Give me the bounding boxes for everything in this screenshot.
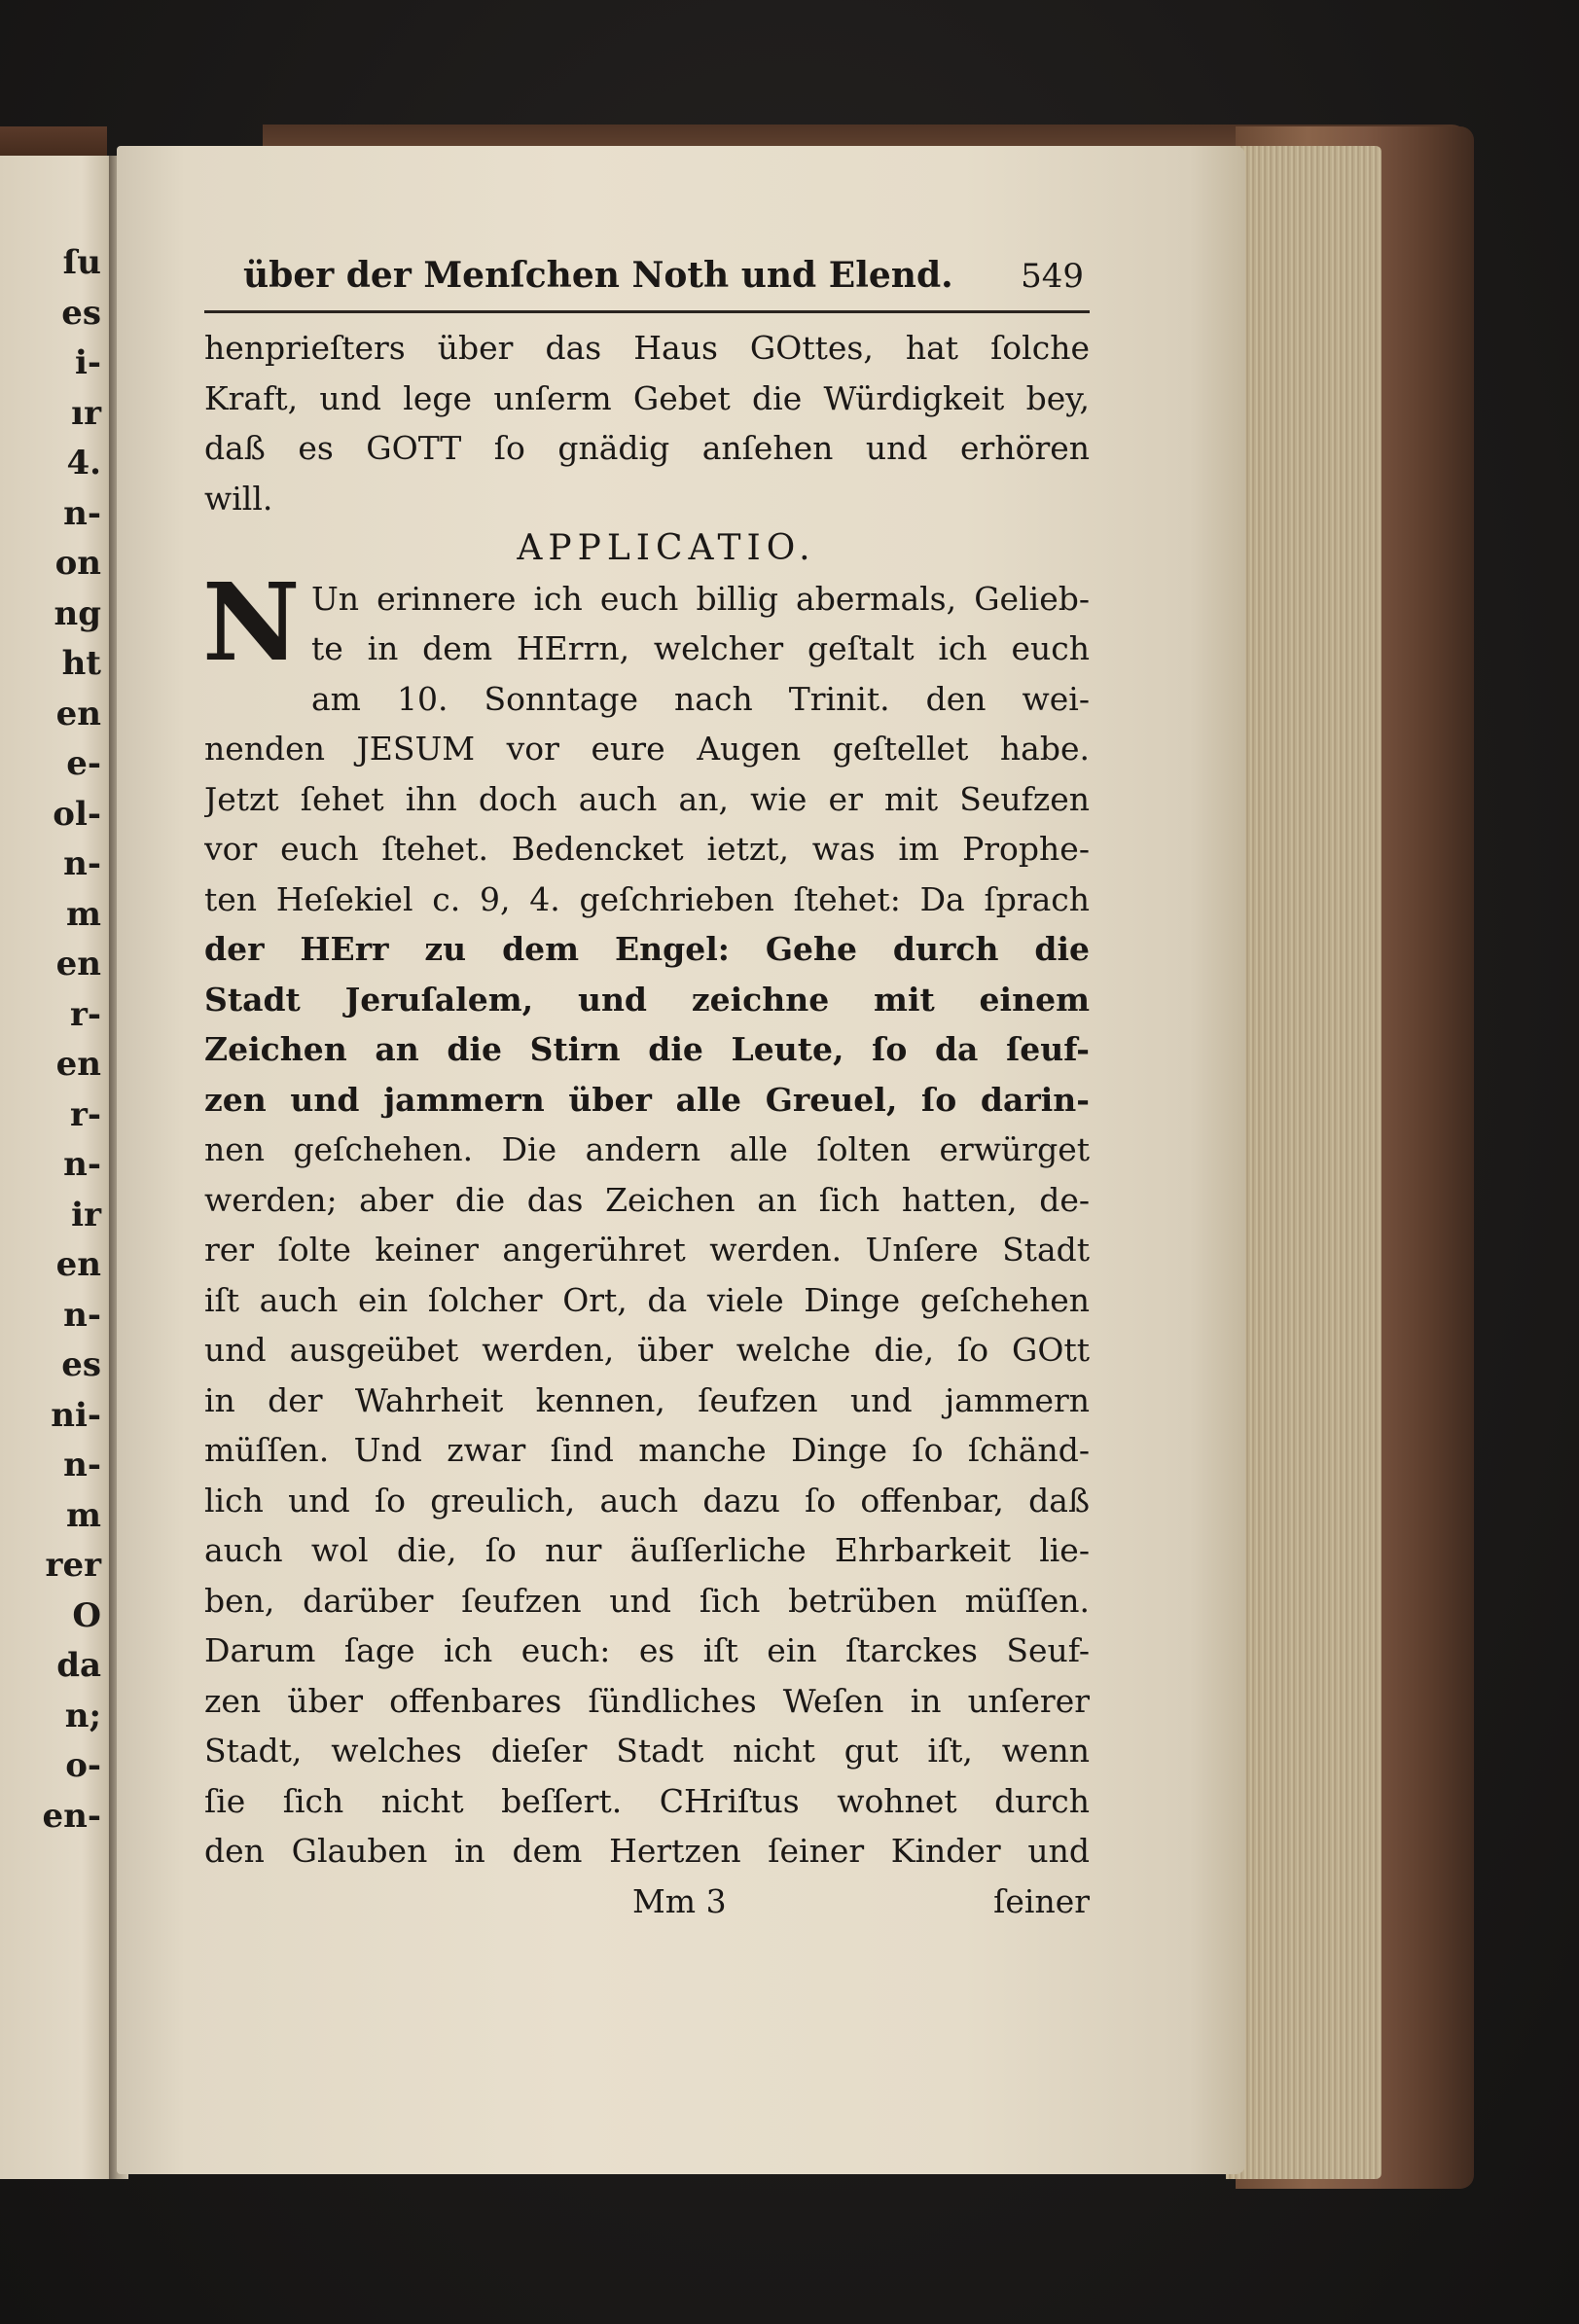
text-line: Un erinnere ich euch billig abermals, Gelieb-	[311, 579, 1090, 618]
text-line: am 10. Sonntage nach Trinit. den wei-	[311, 679, 1090, 718]
text-line: den Glauben in dem Hertzen ſeiner Kinder und	[204, 1832, 1090, 1870]
left-page-text-fragments	[0, 238, 107, 1841]
left-page-fragment: es	[61, 1345, 101, 1384]
text-line: Kraft, und lege unſerm Gebet die Würdigkeit bey,	[204, 378, 1090, 417]
left-page-fragment: en	[55, 1245, 101, 1284]
left-page-fragment: en	[55, 694, 101, 733]
left-page-fragment: es	[61, 293, 101, 333]
text-line: rer ſolte keiner angerühret werden. Unſere Stadt	[204, 1231, 1090, 1269]
text-line: henprieſters über das Haus GOttes, hat ſolche	[204, 329, 1090, 367]
text-line: lich und ſo greulich, auch dazu ſo offenbar, daß	[204, 1481, 1090, 1520]
left-page-fragment: rer	[45, 1546, 101, 1585]
text-line: der HErr zu dem Engel: Gehe durch die	[204, 930, 1090, 968]
body-text	[204, 323, 1090, 1926]
catchword: ſeiner	[993, 1881, 1090, 1920]
left-page-fragment: i-	[74, 343, 101, 382]
text-line: und ausgeübet werden, über welche die, ſo GOtt	[204, 1331, 1090, 1369]
page-footer	[204, 1877, 1090, 1927]
text-line: auch wol die, ſo nur äuſſerliche Ehrbarkeit lie-	[204, 1531, 1090, 1569]
running-head-title: über der Menſchen Noth und Elend.	[243, 255, 953, 296]
text-line: ſie ſich nicht beſſert. CHriſtus wohnet durch	[204, 1781, 1090, 1820]
left-page-fragment: o-	[65, 1746, 101, 1785]
left-page-fragment: ol-	[53, 794, 101, 834]
left-page-fragment: n-	[63, 1446, 101, 1484]
left-page-fragment: n;	[64, 1696, 101, 1735]
left-page-fragment: m	[66, 894, 101, 934]
left-page-fragment: ht	[61, 644, 101, 683]
left-page-fragment: ni-	[51, 1395, 101, 1435]
left-page-fragment: ng	[54, 593, 101, 633]
running-head	[204, 255, 1090, 313]
text-line: ben, darüber ſeufzen und ſich betrüben müſſen.	[204, 1581, 1090, 1620]
left-page-fragment: en-	[42, 1796, 101, 1836]
left-page-fragment: ir	[71, 1195, 101, 1234]
text-line: vor euch ſtehet. Bedencket ietzt, was im Prophe-	[204, 830, 1090, 868]
text-line: in der Wahrheit kennen, ſeufzen und jammern	[204, 1380, 1090, 1419]
drop-cap: N	[202, 558, 301, 685]
left-page-fragment: n-	[63, 493, 101, 533]
text-line: daß es GOTT ſo gnädig anſehen und erhören	[204, 429, 1090, 467]
text-line: Jetzt ſehet ihn doch auch an, wie er mit Seufzen	[204, 779, 1090, 818]
text-line: iſt auch ein ſolcher Ort, da viele Dinge geſchehen	[204, 1280, 1090, 1319]
left-page-fragment: en	[55, 945, 101, 983]
page-edges	[1226, 146, 1382, 2179]
left-page-fragment: r-	[69, 1094, 101, 1134]
signature-mark: Mm 3	[632, 1881, 727, 1920]
left-page-fragment: ır	[71, 393, 101, 433]
left-page-fragment: on	[54, 544, 101, 583]
text-line: werden; aber die das Zeichen an ſich hatten, de-	[204, 1180, 1090, 1219]
left-page-fragment: da	[56, 1646, 101, 1685]
left-page-fragment: m	[66, 1495, 101, 1535]
text-line: will.	[204, 479, 273, 518]
text-line: zen und jammern über alle Greuel, ſo darin-	[204, 1080, 1090, 1119]
left-page-fragment: n-	[63, 1295, 101, 1335]
text-line: müſſen. Und zwar ſind manche Dinge ſo ſchänd-	[204, 1431, 1090, 1469]
text-line: nenden JESUM vor eure Augen geſtellet habe.	[204, 730, 1090, 768]
text-line: ten Heſekiel c. 9, 4. geſchrieben ſtehet: Da ſprach	[204, 879, 1090, 918]
left-page-fragment: n-	[63, 1145, 101, 1184]
text-line: te in dem HErrn, welcher geſtalt ich euch	[311, 629, 1090, 667]
page-number: 549	[1021, 257, 1084, 296]
left-page-fragment: r-	[69, 994, 101, 1034]
drop-cap-paragraph-start	[202, 558, 1090, 725]
text-line: Darum ſage ich euch: es iſt ein ſtarckes Seuf-	[204, 1631, 1090, 1669]
left-page-fragment: O	[72, 1595, 101, 1635]
left-page-fragment: e-	[66, 744, 101, 783]
section-heading: APPLICATIO.	[517, 528, 816, 568]
left-page-fragment: n-	[63, 844, 101, 883]
left-page-fragment: 4.	[66, 444, 101, 483]
text-line: Stadt, welches dieſer Stadt nicht gut iſt, wenn	[204, 1732, 1090, 1770]
left-page-fragment: ſu	[62, 243, 101, 282]
page-content	[204, 255, 1090, 1926]
right-page	[117, 146, 1245, 2174]
text-line: Stadt Jeruſalem, und zeichne mit einem	[204, 980, 1090, 1019]
text-line: nen geſchehen. Die andern alle ſolten erwürget	[204, 1130, 1090, 1168]
text-line: zen über offenbares ſündliches Weſen in unſerer	[204, 1681, 1090, 1720]
left-page-fragment: en	[55, 1045, 101, 1084]
text-line: Zeichen an die Stirn die Leute, ſo da ſeuf-	[204, 1030, 1090, 1068]
